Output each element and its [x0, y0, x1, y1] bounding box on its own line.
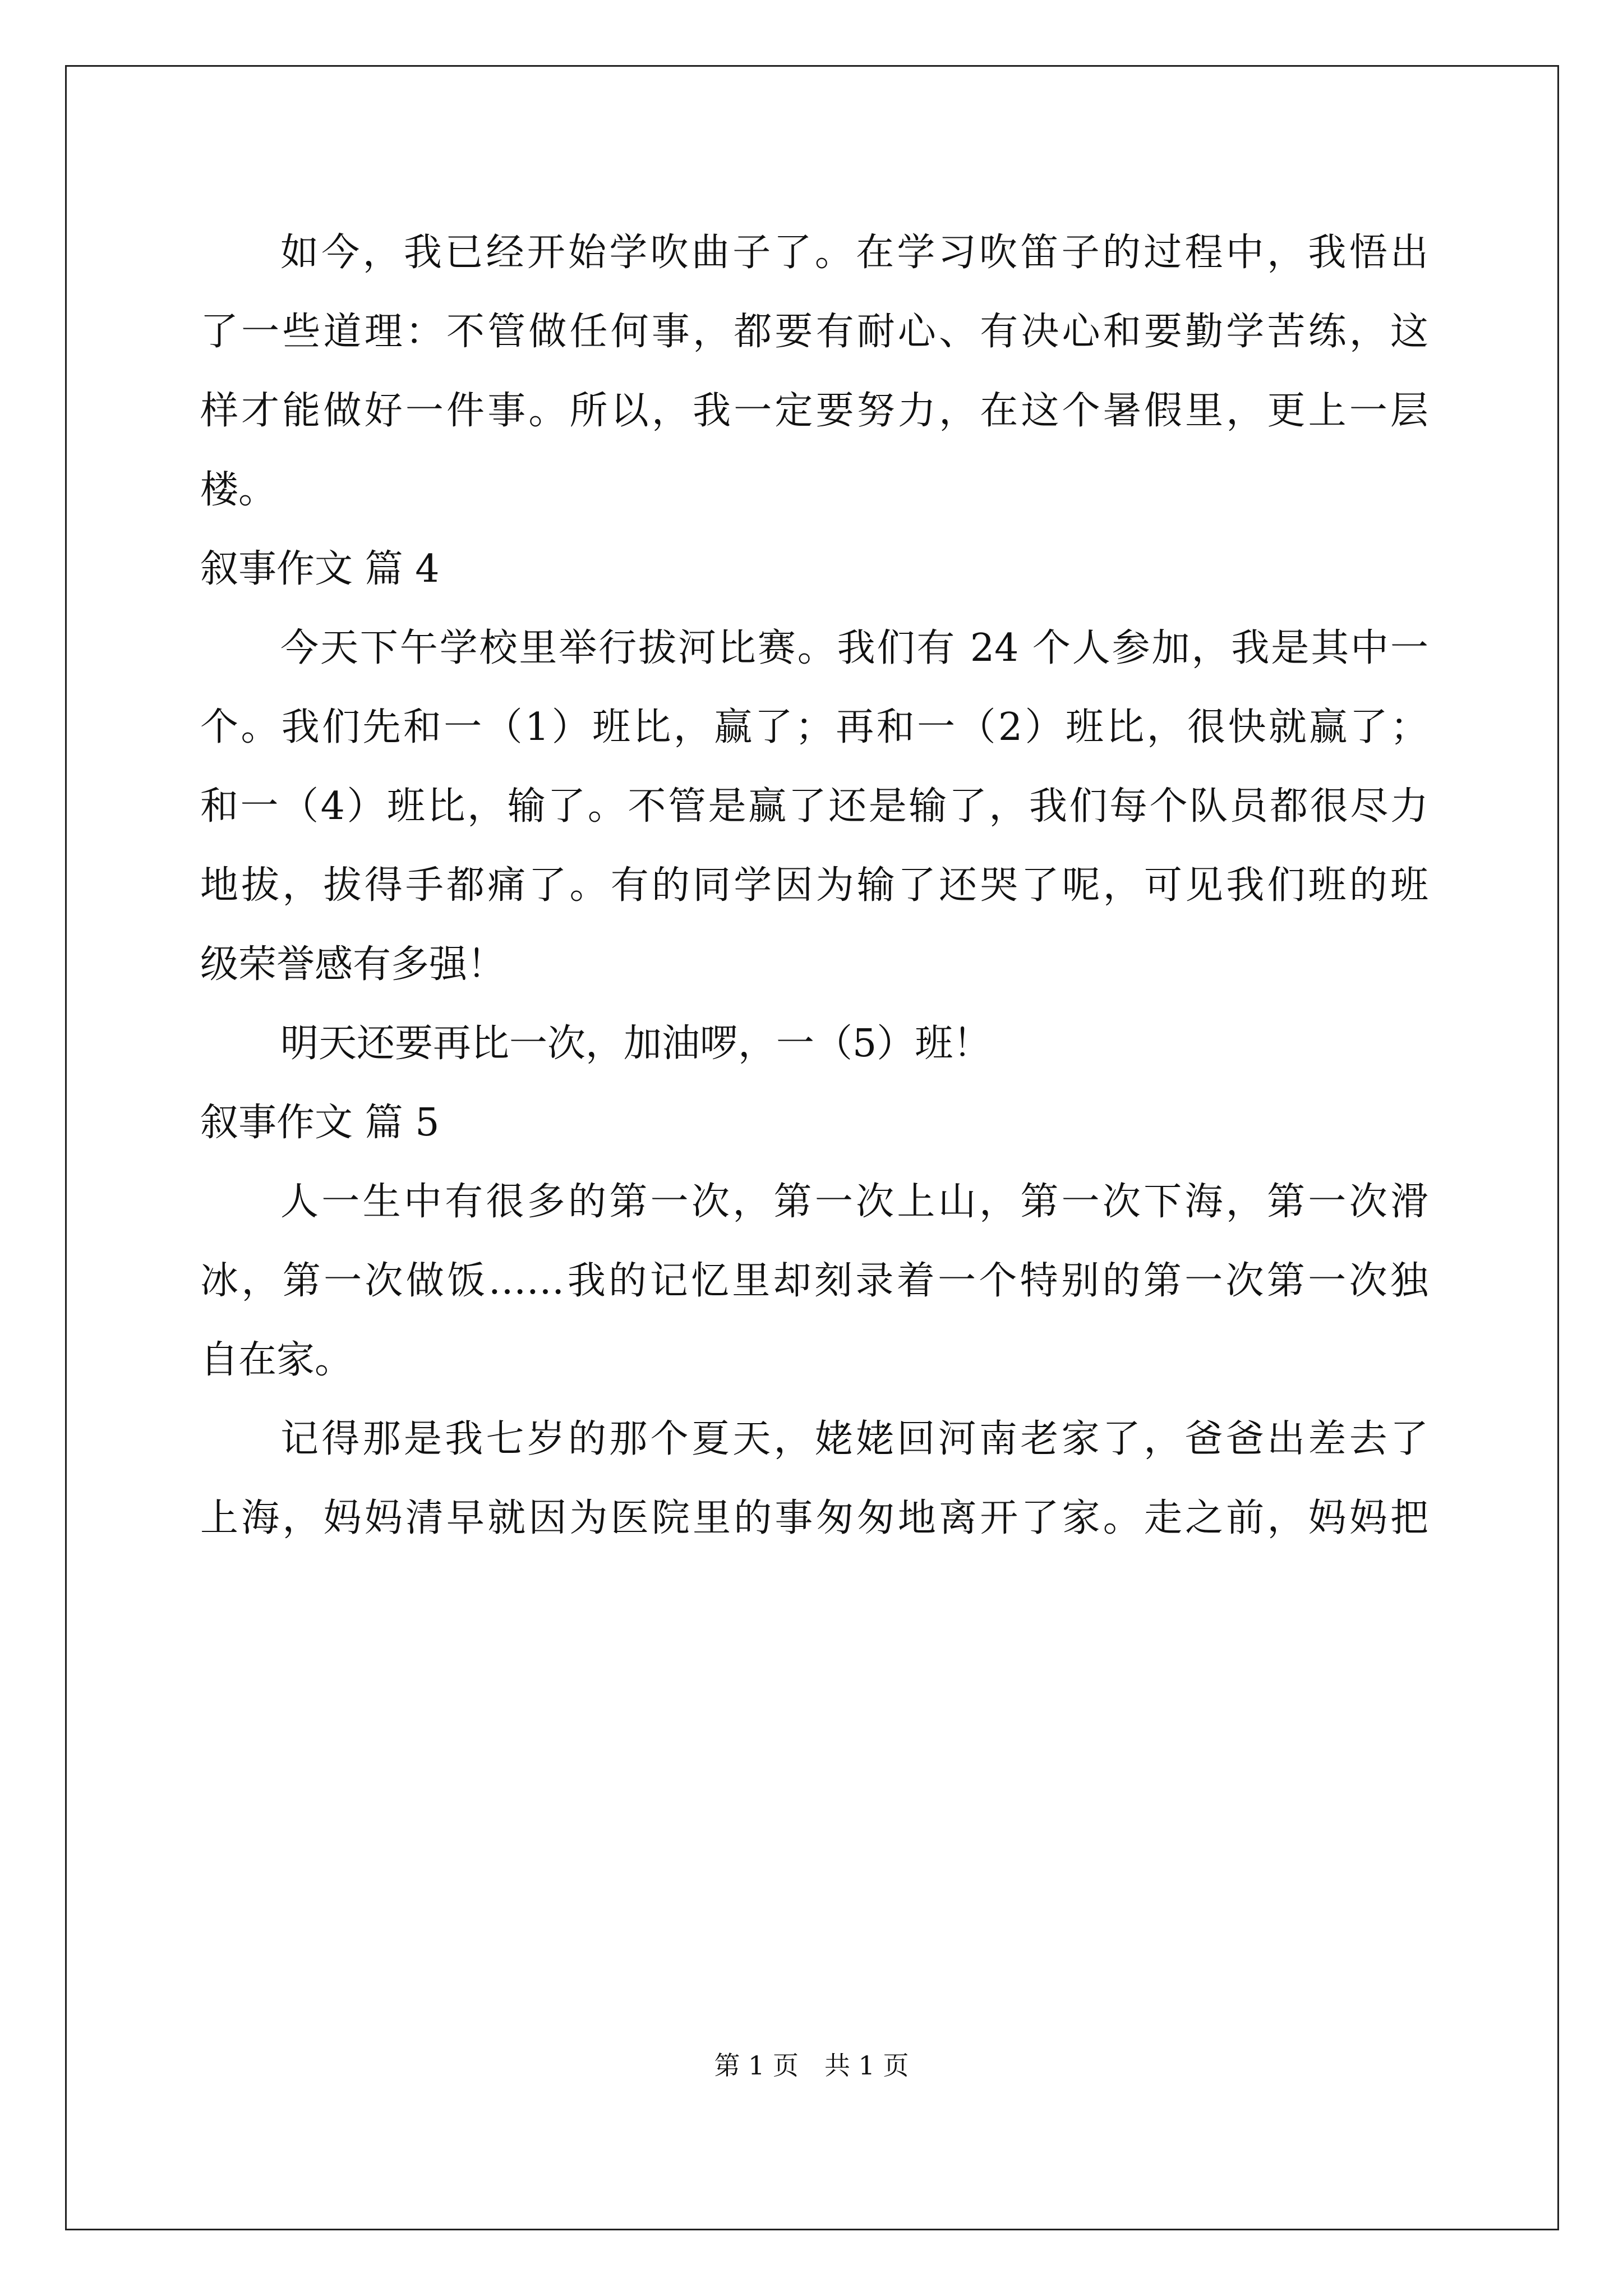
paragraph-line: 人一生中有很多的第一次，第一次上山，第一次下海，第一次滑 — [280, 1180, 1428, 1224]
paragraph-line: 明天还要再比一次，加油啰，一（5）班！ — [280, 1022, 992, 1066]
paragraph-line: 自在家。 — [200, 1338, 353, 1382]
paragraph-line: 今天下午学校里举行拔河比赛。我们有 24 个人参加，我是其中一 — [280, 626, 1428, 670]
paragraph-line: 了一些道理：不管做任何事，都要有耐心、有决心和要勤学苦练，这 — [200, 310, 1428, 354]
paragraph-line: 地拔，拔得手都痛了。有的同学因为输了还哭了呢，可见我们班的班 — [200, 863, 1428, 908]
paragraph-line: 如今，我已经开始学吹曲子了。在学习吹笛子的过程中，我悟出 — [280, 231, 1428, 275]
paragraph-line: 上海，妈妈清早就因为医院里的事匆匆地离开了家。走之前，妈妈把 — [200, 1496, 1428, 1540]
paragraph-line: 个。我们先和一（1）班比，赢了；再和一（2）班比，很快就赢了； — [200, 705, 1428, 749]
paragraph-line: 冰，第一次做饭……我的记忆里却刻录着一个特别的第一次第一次独 — [200, 1259, 1428, 1303]
paragraph-line: 记得那是我七岁的那个夏天，姥姥回河南老家了，爸爸出差去了 — [280, 1417, 1428, 1461]
paragraph-line: 和一（4）班比，输了。不管是赢了还是输了，我们每个队员都很尽力 — [200, 784, 1428, 829]
paragraph-line: 级荣誉感有多强！ — [200, 942, 506, 987]
document-body — [200, 213, 1428, 1558]
paragraph-line: 楼。 — [200, 468, 277, 512]
paragraph-line: 样才能做好一件事。所以，我一定要努力，在这个暑假里，更上一层 — [200, 389, 1428, 433]
page-footer: 第 1 页 共 1 页 — [714, 2050, 909, 2081]
section-heading: 叙事作文 篇 5 — [200, 1101, 440, 1145]
section-heading: 叙事作文 篇 4 — [200, 547, 440, 591]
